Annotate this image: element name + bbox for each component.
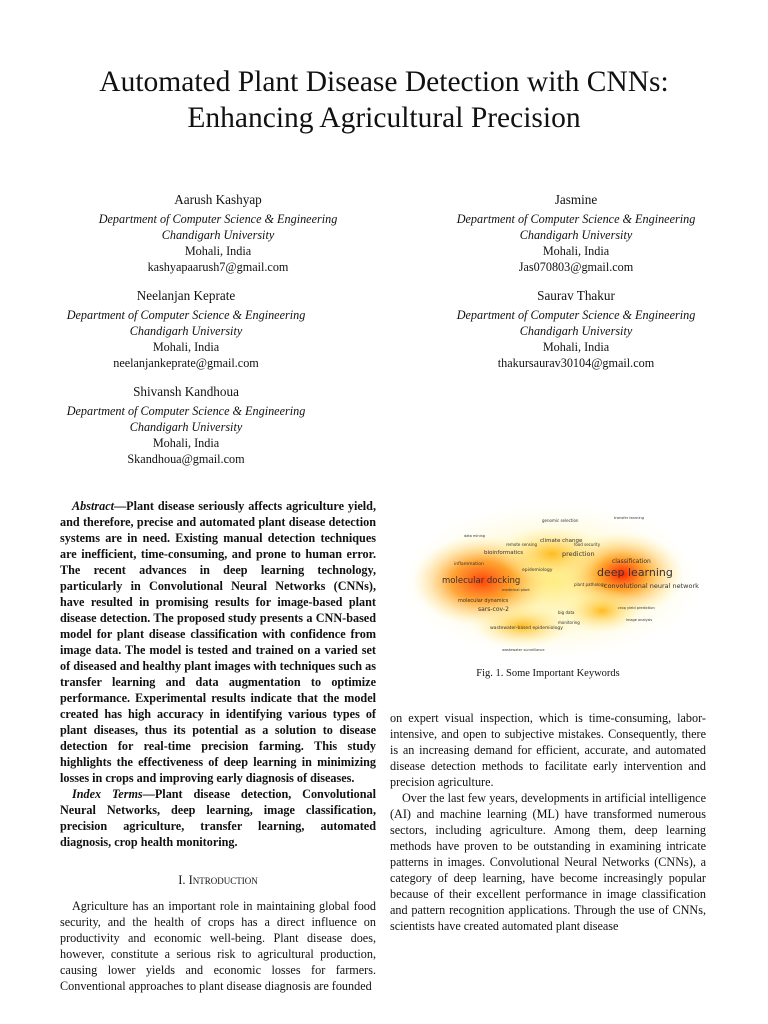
keyword-heatmap-figure	[402, 496, 699, 676]
keyword-label: sars-cov-2	[478, 606, 509, 613]
author-university: Chandigarh University	[161, 228, 275, 242]
keyword-label: wastewater-based epidemiology	[490, 626, 563, 631]
author-name: Aarush Kashyap	[174, 192, 262, 207]
keyword-label: classification	[612, 558, 651, 565]
keyword-label: image analysis	[626, 618, 653, 622]
keyword-label: inflammation	[454, 562, 484, 567]
author-email: kashyapaarush7@gmail.com	[147, 260, 289, 274]
keyword-label: convolutional neural network	[604, 582, 699, 590]
author-email: thakursaurav30104@gmail.com	[497, 356, 655, 370]
author-block-4	[406, 288, 746, 371]
body-paragraph-1: on expert visual inspection, which is time-consuming, labor-intensive, and open to subjective mistakes. Consequently, there is an increasing demand for efficient, accurate, and automated disease detection methods to facilitate early intervention and precision agriculture.	[390, 711, 706, 789]
body-paragraph-2: Over the last few years, developments in artificial intelligence (AI) and machine learning (ML) have transformed numerous sectors, including agriculture. Among them, deep learning methods have proven to be outstanding in examining intricate patterns in images. Convolutional Neural Networks (CNNs), a category of deep learning, have become increasingly popular because of their excellent performance in image classification and pattern recognition applications. Through the use of CNNs, scientists have created automated plant disease	[390, 791, 706, 933]
abstract-text: —Plant disease seriously affects agriculture yield, and therefore, precise and automated plant disease detection systems are in need. Existing manual detection techniques are inefficient, time-consuming, and prone to human error. The recent advances in deep learning technology, particularly in Convolutional Neural Networks (CNNs), have resulted in promising results for image-based plant disease detection. The proposed study presents a CNN-based model for plant disease classification with confidence from image data. The model is tested and trained on a varied set of diseased and healthy plant images with techniques such as transfer learning and data augmentation to optimize performance. Experimental results indicate that the model created has high accuracy in identifying various types of plant diseases, thus its potential as a solution to disease detection for real-time precision farming. This study highlights the effectiveness of deep learning in minimizing losses in crops and improving early diagnosis of diseases.	[60, 499, 376, 785]
author-department: Department of Computer Science & Engineering	[456, 308, 696, 322]
author-name: Jasmine	[554, 192, 598, 207]
keyword-label: climate change	[540, 538, 583, 544]
keyword-label: prediction	[562, 550, 595, 558]
author-location: Mohali, India	[152, 340, 220, 354]
right-column	[390, 710, 706, 934]
author-location: Mohali, India	[542, 244, 610, 258]
keyword-label: crop yield prediction	[618, 606, 655, 610]
author-name: Shivansh Kandhoua	[133, 384, 239, 399]
author-university: Chandigarh University	[519, 324, 633, 338]
author-department: Department of Computer Science & Engineering	[98, 212, 338, 226]
author-block-3	[16, 288, 356, 371]
paper-title	[40, 64, 728, 136]
keyword-label: plant pathology	[574, 582, 606, 587]
author-university: Chandigarh University	[129, 324, 243, 338]
keyword-label: bioinformatics	[484, 550, 524, 556]
author-university: Chandigarh University	[519, 228, 633, 242]
author-location: Mohali, India	[152, 436, 220, 450]
keyword-label: monitoring	[558, 620, 580, 625]
keyword-label: big data	[558, 610, 575, 615]
author-location: Mohali, India	[542, 340, 610, 354]
author-block-1	[48, 192, 388, 275]
author-department: Department of Computer Science & Engineering	[66, 308, 306, 322]
author-email: Skandhoua@gmail.com	[127, 452, 245, 466]
author-block-2	[406, 192, 746, 275]
intro-paragraph-1: Agriculture has an important role in maintaining global food security, and the health of crops has a direct influence on productivity and economic well-being. Plant disease does, however, constitute a serious risk to agricultural production, causing lower yields and economic losses for farmers. Conventional approaches to plant disease diagnosis are founded	[60, 899, 376, 993]
author-block-5	[16, 384, 356, 467]
keyword-label: genomic selection	[542, 518, 579, 523]
title-line-1: Automated Plant Disease Detection with CNNs:	[99, 66, 669, 98]
index-terms-text: —Plant disease detection, Convolutional Neural Networks, deep learning, image classification, precision agriculture, transfer learning, automated diagnosis, crop health monitoring.	[60, 787, 376, 849]
author-location: Mohali, India	[184, 244, 252, 258]
author-university: Chandigarh University	[129, 420, 243, 434]
keyword-label: wastewater surveillance	[502, 648, 545, 652]
author-email: neelanjankeprate@gmail.com	[113, 356, 259, 370]
title-line-2: Enhancing Agricultural Precision	[187, 102, 581, 134]
keyword-label: molecular docking	[442, 576, 521, 586]
keyword-label: deep learning	[597, 566, 673, 579]
abstract	[60, 498, 376, 850]
keyword-label: epidemiology	[522, 568, 553, 573]
author-department: Department of Computer Science & Engineering	[456, 212, 696, 226]
figure-caption: Fig. 1. Some Important Keywords	[476, 668, 620, 679]
keyword-label: medicinal plant	[502, 588, 530, 592]
author-email: Jas070803@gmail.com	[518, 260, 634, 274]
keyword-label: remote sensing	[506, 542, 538, 547]
keyword-label: food security	[574, 542, 601, 547]
author-name: Saurav Thakur	[537, 288, 615, 303]
author-name: Neelanjan Keprate	[136, 288, 236, 303]
keyword-label: molecular dynamics	[458, 598, 509, 604]
keyword-label: data mining	[464, 534, 486, 538]
index-terms-label: Index Terms	[72, 787, 143, 801]
author-department: Department of Computer Science & Engineering	[66, 404, 306, 418]
abstract-label: Abstract	[72, 499, 114, 513]
keyword-label: transfer learning	[614, 516, 644, 520]
section-heading-introduction: I. Introduction	[178, 873, 258, 887]
left-column	[60, 498, 376, 994]
